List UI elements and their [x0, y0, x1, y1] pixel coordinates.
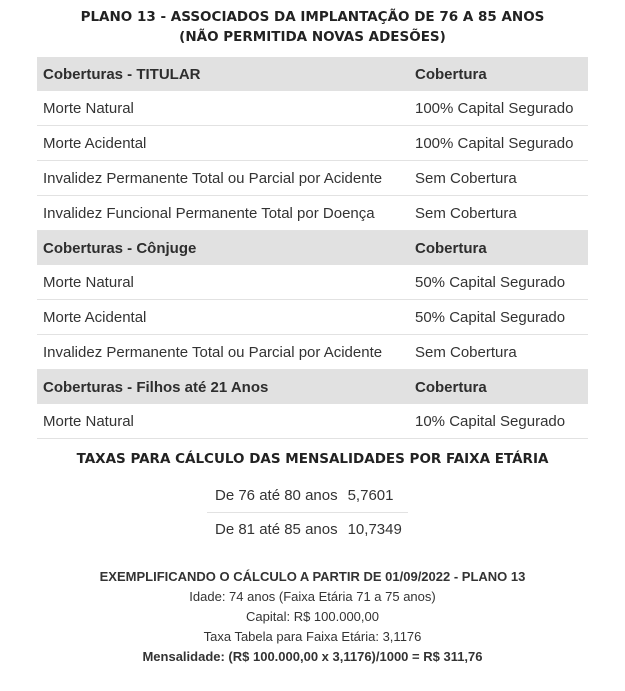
coverage-name: Invalidez Funcional Permanente Total por Doença: [37, 196, 409, 231]
coverage-value: Sem Cobertura: [409, 161, 588, 196]
coverage-name: Morte Acidental: [37, 300, 409, 335]
table-row: [37, 91, 588, 126]
example-rate: Taxa Tabela para Faixa Etária: 3,1176: [203, 629, 422, 644]
header-cell: Cobertura: [409, 57, 588, 91]
table-row: [37, 335, 588, 370]
coverage-table: [37, 57, 588, 439]
rates-title: TAXAS PARA CÁLCULO DAS MENSALIDADES POR FAIXA ETÁRIA: [76, 451, 549, 467]
table-row: [37, 265, 588, 300]
coverage-value: 50% Capital Segurado: [409, 265, 588, 300]
table-row: [207, 479, 408, 513]
coverage-header-titular: [37, 57, 588, 91]
coverage-value: Sem Cobertura: [409, 196, 588, 231]
rates-table: [207, 479, 408, 546]
table-row: [37, 161, 588, 196]
table-row: [37, 126, 588, 161]
table-row: [37, 300, 588, 335]
table-row: [207, 513, 408, 547]
coverage-name: Invalidez Permanente Total ou Parcial por Acidente: [37, 161, 409, 196]
rate-value: 10,7349: [347, 521, 402, 538]
header-cell: Cobertura: [409, 231, 588, 266]
age-range: De 76 até 80 anos: [207, 479, 338, 513]
coverage-value: Sem Cobertura: [409, 335, 588, 370]
header-cell: Coberturas - Cônjuge: [37, 231, 409, 266]
header-cell: Cobertura: [409, 370, 588, 405]
plan-subtitle: (NÃO PERMITIDA NOVAS ADESÕES): [179, 29, 446, 45]
example-title: EXEMPLIFICANDO O CÁLCULO A PARTIR DE 01/09/2022 - PLANO 13: [99, 569, 526, 584]
coverage-name: Morte Natural: [37, 404, 409, 439]
table-row: [37, 196, 588, 231]
coverage-value: 50% Capital Segurado: [409, 300, 588, 335]
example-age: Idade: 74 anos (Faixa Etária 71 a 75 anos): [189, 589, 436, 604]
coverage-value: 100% Capital Segurado: [409, 126, 588, 161]
coverage-name: Morte Natural: [37, 265, 409, 300]
plan-title: PLANO 13 - ASSOCIADOS DA IMPLANTAÇÃO DE 76 A 85 ANOS: [80, 9, 545, 25]
table-row: [37, 404, 588, 439]
coverage-name: Invalidez Permanente Total ou Parcial por Acidente: [37, 335, 409, 370]
coverage-header-conjuge: [37, 231, 588, 266]
header-cell: Coberturas - Filhos até 21 Anos: [37, 370, 409, 405]
header-cell: Coberturas - TITULAR: [37, 57, 409, 91]
coverage-name: Morte Natural: [37, 91, 409, 126]
rate-value: 5,7601: [338, 479, 408, 513]
example-capital: Capital: R$ 100.000,00: [246, 609, 379, 624]
example-monthly: Mensalidade: (R$ 100.000,00 x 3,1176)/1000 = R$ 311,76: [142, 649, 483, 664]
coverage-value: 10% Capital Segurado: [409, 404, 588, 439]
coverage-name: Morte Acidental: [37, 126, 409, 161]
age-range: De 81 até 85 anos: [215, 521, 338, 538]
coverage-header-filhos: [37, 370, 588, 405]
coverage-value: 100% Capital Segurado: [409, 91, 588, 126]
